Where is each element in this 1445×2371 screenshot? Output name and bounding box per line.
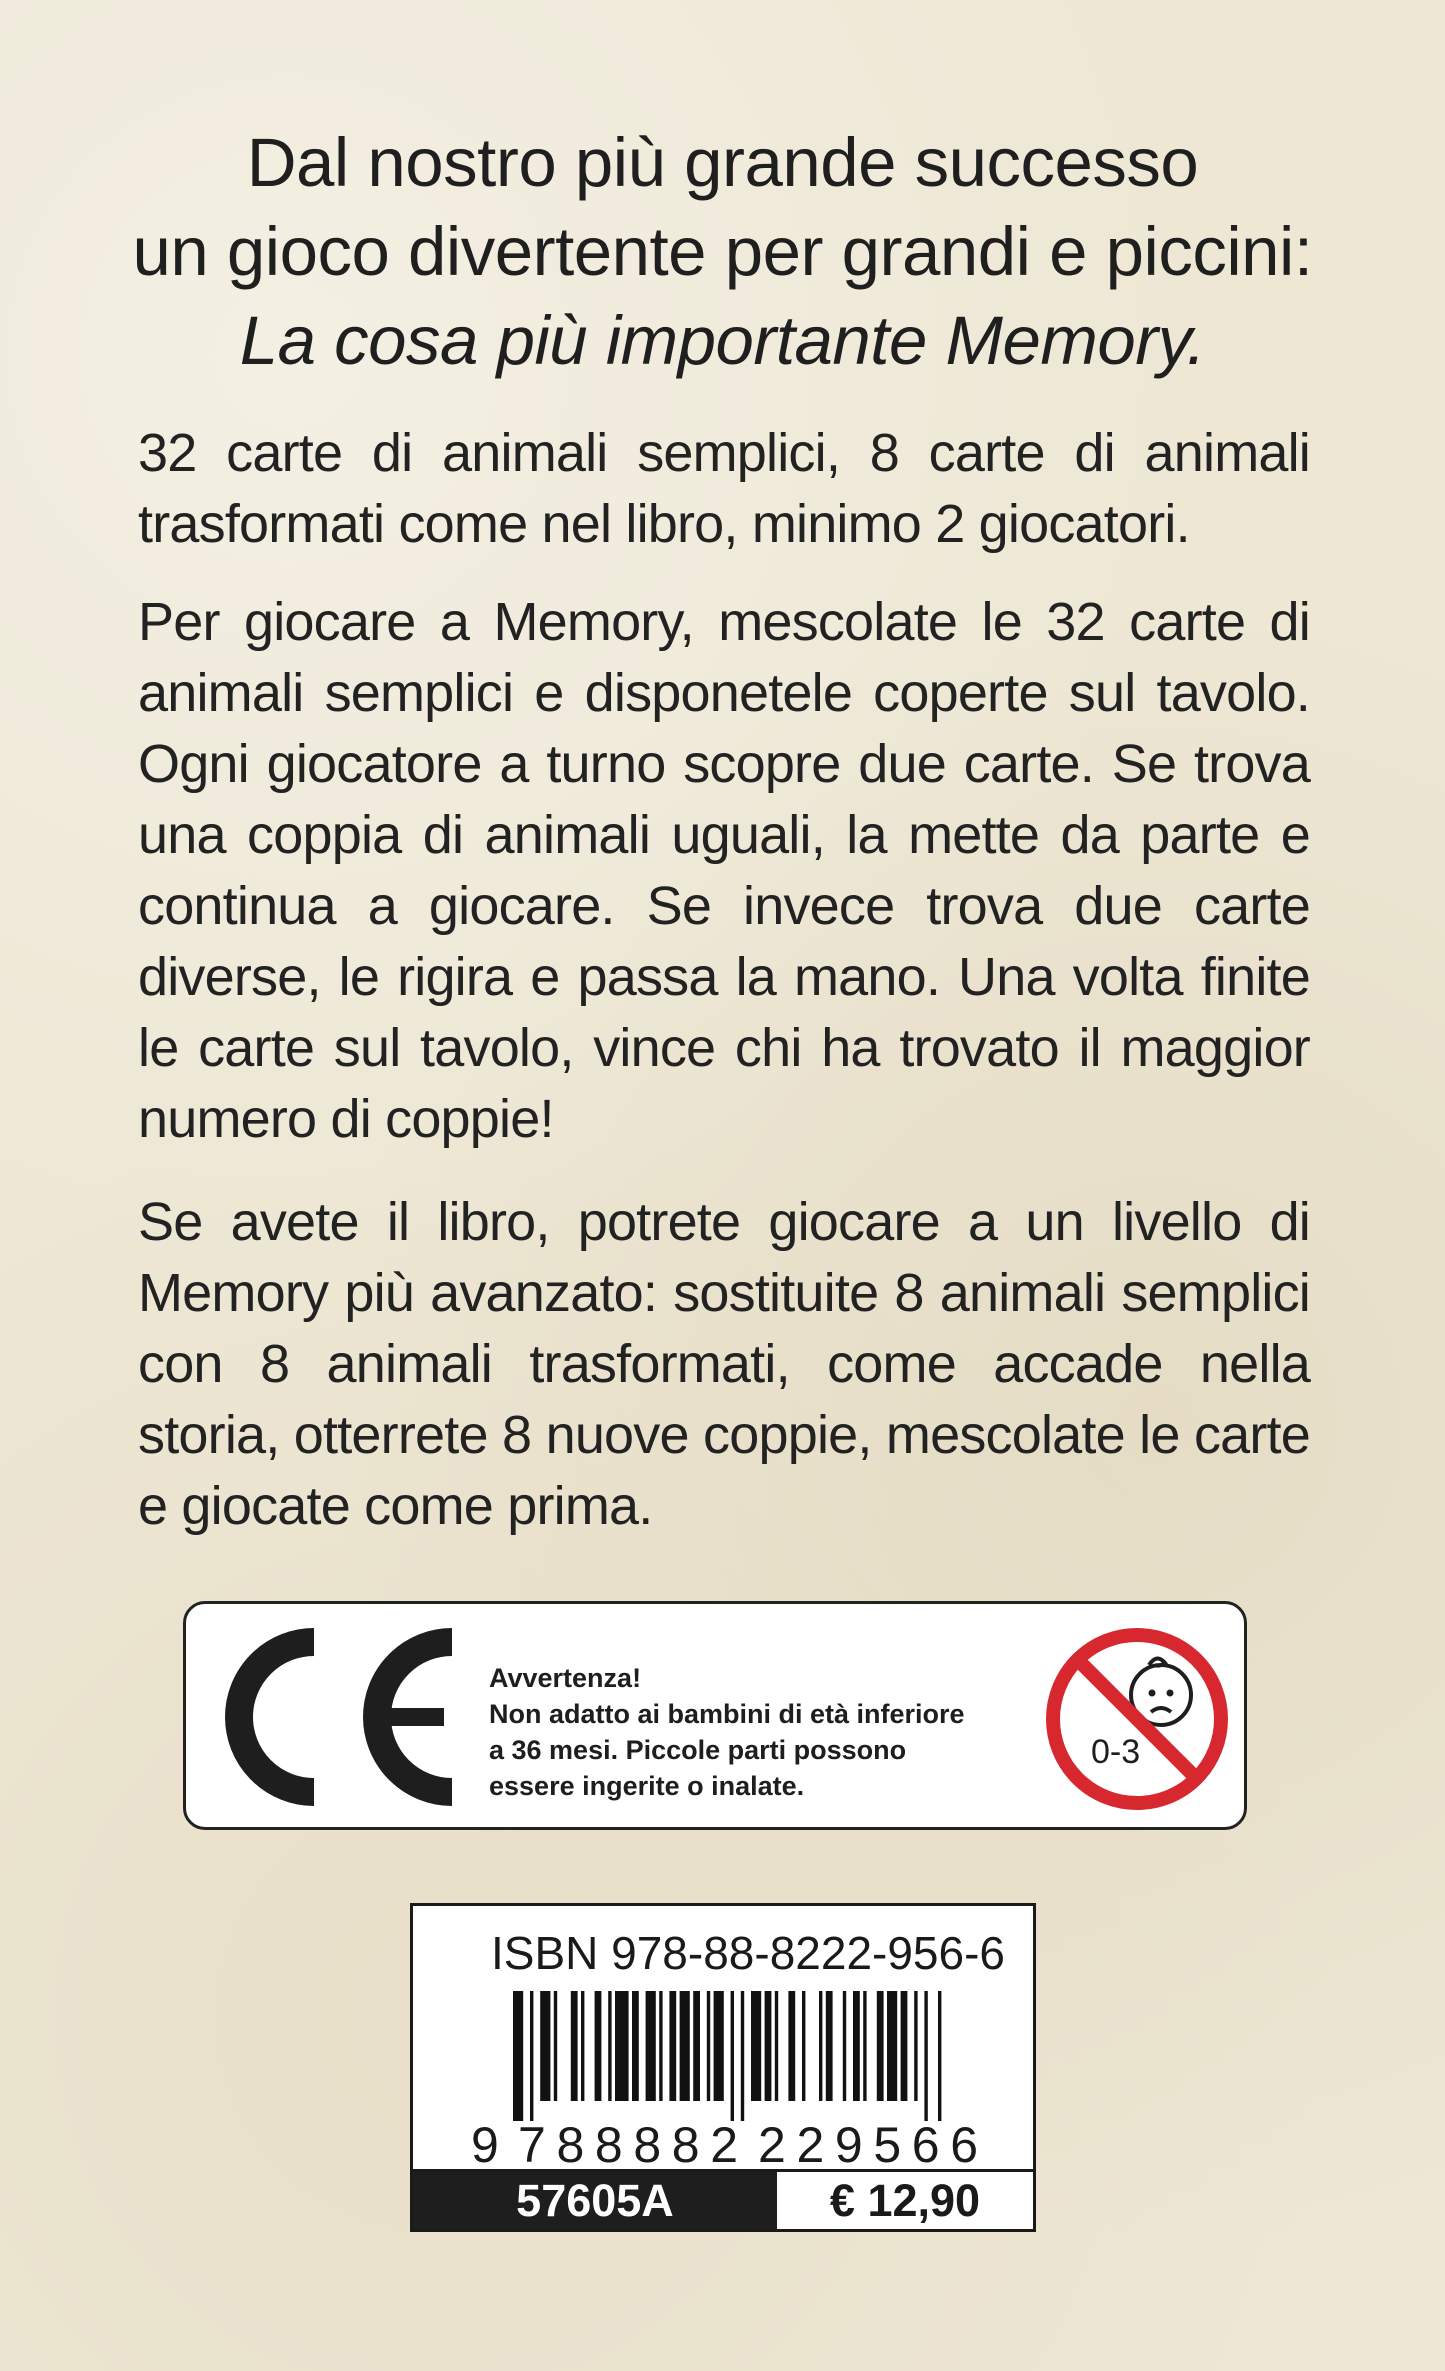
- warning-line: a 36 mesi. Piccole parti possono: [489, 1735, 907, 1765]
- safety-warning-box: [183, 1601, 1247, 1830]
- barcode-bar: [530, 1991, 533, 2121]
- barcode-bar: [540, 1991, 550, 2101]
- barcode-bar: [581, 1991, 584, 2101]
- product-code: 57605A: [413, 2172, 777, 2229]
- barcode-bar: [843, 1991, 846, 2101]
- barcode-bar: [877, 1991, 884, 2101]
- barcode-bar: [741, 1991, 744, 2121]
- barcode-label: [410, 1903, 1036, 2232]
- barcode-bar: [914, 1991, 917, 2101]
- barcode-bar: [731, 1991, 734, 2121]
- barcode-bar: [826, 1991, 833, 2101]
- isbn-text: ISBN 978-88-8222-956-6: [491, 1927, 1005, 1979]
- barcode-bar: [595, 1991, 602, 2101]
- barcode-bar: [788, 1991, 795, 2101]
- barcode-bar: [615, 1991, 629, 2101]
- headline-line-2: un gioco divertente per grandi e piccini:: [132, 213, 1313, 290]
- barcode-digits-right: 229566: [758, 2117, 978, 2172]
- headline-title: La cosa più importante Memory.: [239, 302, 1206, 379]
- barcode-digit-lead: 9: [471, 2117, 499, 2172]
- barcode-bar: [513, 1991, 523, 2121]
- barcode-bar: [693, 1991, 700, 2101]
- barcode-bar: [608, 1991, 611, 2101]
- barcode-bar: [707, 1991, 710, 2101]
- barcode-bar: [924, 1991, 927, 2121]
- headline-line-1: Dal nostro più grande successo: [246, 124, 1199, 201]
- paragraph-contents: 32 carte di animali semplici, 8 carte di animali trasformati come nel libro, minimo 2 giocatori.: [138, 423, 1310, 554]
- warning-line: Non adatto ai bambini di età inferiore: [489, 1699, 965, 1729]
- barcode-bar: [887, 1991, 897, 2101]
- barcode-bar: [819, 1991, 822, 2101]
- barcode-bar: [632, 1991, 639, 2101]
- barcode-bars: [513, 1991, 941, 2121]
- price-bar: [413, 2169, 1033, 2229]
- barcode-bar: [853, 1991, 860, 2101]
- barcode-bar: [863, 1991, 866, 2101]
- barcode-bar: [680, 1991, 690, 2101]
- barcode-bar: [775, 1991, 778, 2101]
- price: € 12,90: [777, 2172, 1033, 2229]
- barcode-bar: [751, 1991, 761, 2101]
- paragraph-advanced: Se avete il libro, potrete giocare a un livello di Memory più avanzato: sostituite 8 animali semplici con 8 animali trasformati, come accade nella storia, otterrete 8 nuove coppie, mescolate le carte e giocate come prima.: [138, 1192, 1310, 1536]
- barcode-digits-left: 788882: [518, 2117, 738, 2172]
- barcode-bar: [802, 1991, 805, 2101]
- paragraph-rules: Per giocare a Memory, mescolate le 32 carte di animali semplici e disponetele coperte sul tavolo. Ogni giocatore a turno scopre due carte. Se trova una coppia di animali uguali, la mette da parte e continua a giocare. Se invece trova due carte diverse, le rigira e passa la mano. Una volta finite le carte sul tavolo, vince chi ha trovato il maggior numero di coppie!: [138, 592, 1310, 1149]
- barcode-bar: [714, 1991, 724, 2101]
- safety-warning-text: [489, 1660, 1029, 1804]
- barcode-bar: [554, 1991, 557, 2101]
- warning-line: essere ingerite o inalate.: [489, 1771, 805, 1801]
- age-label: 0-3: [1091, 1733, 1141, 1771]
- barcode-graphic: [413, 1906, 1033, 2172]
- barcode-bar: [938, 1991, 941, 2121]
- barcode-bar: [646, 1991, 656, 2101]
- not-for-under-3-icon: [1043, 1625, 1231, 1813]
- barcode-bar: [765, 1991, 772, 2101]
- barcode-bar: [659, 1991, 662, 2101]
- barcode-bar: [669, 1991, 676, 2101]
- barcode-bar: [571, 1991, 578, 2101]
- barcode-bar: [901, 1991, 908, 2101]
- ce-mark-icon: [204, 1624, 474, 1810]
- warning-line: Avvertenza!: [489, 1663, 642, 1693]
- headline: [100, 118, 1345, 385]
